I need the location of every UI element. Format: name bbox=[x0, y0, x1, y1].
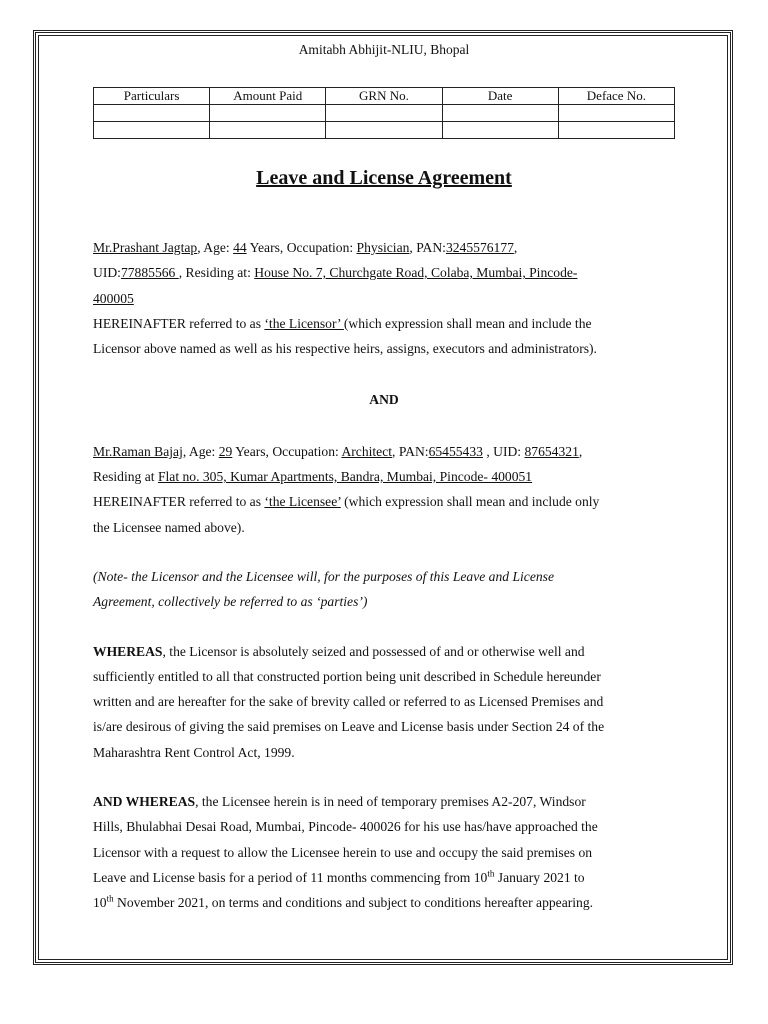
table-header-row bbox=[94, 88, 675, 105]
body-text: (which expression shall mean and include the bbox=[343, 315, 592, 331]
table-cell bbox=[442, 122, 558, 139]
table-cell bbox=[558, 105, 674, 122]
table-cell bbox=[442, 105, 558, 122]
body-text: the Licensee named above). bbox=[93, 519, 245, 535]
and-whereas-heading: AND WHEREAS bbox=[93, 794, 196, 810]
label-text: , PAN: bbox=[409, 240, 446, 255]
column-header: Amount Paid bbox=[210, 88, 326, 105]
licensor-occupation: Physician bbox=[356, 240, 410, 255]
and-separator: AND bbox=[369, 392, 399, 408]
body-text: Leave and License basis for a period of 11 months commencing from 10 bbox=[93, 869, 488, 885]
body-text: Licensor above named as well as his respective heirs, assigns, executors and administrators). bbox=[93, 341, 597, 357]
whereas-heading: WHEREAS bbox=[93, 643, 163, 659]
table-cell bbox=[326, 105, 442, 122]
licensee-role: ‘the Licensee’ bbox=[264, 494, 341, 510]
licensor-uid: 77885566 bbox=[120, 265, 179, 281]
label-text: , Residing at: bbox=[178, 265, 255, 281]
body-text: Maharashtra Rent Control Act, 1999. bbox=[93, 744, 295, 760]
body-text: sufficiently entitled to all that constructed portion being unit described in Schedule hereunder bbox=[93, 668, 601, 684]
licensee-pan: 65455433 bbox=[428, 443, 483, 459]
label-text: , UID: bbox=[482, 443, 525, 459]
table-row bbox=[94, 122, 675, 139]
body-text: HEREINAFTER referred to as bbox=[93, 315, 265, 331]
label-text: Residing at bbox=[93, 469, 158, 485]
body-text: Licensor with a request to allow the Licensee herein to use and occupy the said premises on bbox=[93, 844, 593, 860]
table-cell bbox=[558, 122, 674, 139]
body-text: January 2021 to bbox=[494, 869, 585, 885]
licensee-occupation: Architect bbox=[341, 443, 393, 459]
column-header: Date bbox=[442, 88, 558, 105]
body-text: (which expression shall mean and include only bbox=[340, 494, 600, 510]
label-text: , Age: bbox=[197, 240, 234, 255]
and-whereas-paragraph bbox=[93, 789, 675, 915]
licensor-pincode: 400005 bbox=[93, 290, 134, 306]
note-line: Agreement, collectively be referred to as ‘parties’) bbox=[93, 594, 368, 610]
licensee-uid: 87654321 bbox=[524, 443, 579, 459]
body-text: written and are hereafter for the sake of brevity called or referred to as Licensed Premises and bbox=[93, 694, 604, 710]
label-text: , PAN: bbox=[392, 443, 429, 459]
body-text: , the Licensee herein is in need of temporary premises A2-207, Windsor bbox=[195, 794, 586, 810]
licensor-name: Mr.Prashant Jagtap bbox=[93, 240, 198, 255]
column-header: Particulars bbox=[94, 88, 210, 105]
table-cell bbox=[94, 105, 210, 122]
ordinal-suffix: th bbox=[106, 893, 114, 904]
table-row bbox=[94, 105, 675, 122]
document-body bbox=[93, 42, 675, 916]
licensor-address: House No. 7, Churchgate Road, Colaba, Mumbai, Pincode- bbox=[254, 265, 578, 281]
body-text: 10 bbox=[93, 895, 107, 911]
stamp-fee-table bbox=[93, 87, 675, 139]
column-header: GRN No. bbox=[326, 88, 442, 105]
label-text: , bbox=[578, 443, 583, 459]
licensor-age: 44 bbox=[233, 240, 247, 255]
licensor-pan: 3245576177 bbox=[445, 240, 514, 255]
licensee-name: Mr.Raman Bajaj bbox=[93, 443, 183, 459]
whereas-paragraph bbox=[93, 639, 675, 765]
licensee-age: 29 bbox=[218, 443, 233, 459]
label-text: , bbox=[513, 240, 518, 255]
licensee-paragraph bbox=[93, 439, 675, 540]
document-title: Leave and License Agreement bbox=[256, 167, 512, 189]
label-text: Years, Occupation: bbox=[232, 443, 342, 459]
document-header: Amitabh Abhijit-NLIU, Bhopal bbox=[298, 42, 470, 57]
note-line: (Note- the Licensor and the Licensee will, for the purposes of this Leave and License bbox=[93, 568, 554, 584]
note-paragraph bbox=[93, 564, 675, 615]
table-cell bbox=[94, 122, 210, 139]
licensee-address: Flat no. 305, Kumar Apartments, Bandra, Mumbai, Pincode- 400051 bbox=[157, 469, 533, 485]
body-text: Hills, Bhulabhai Desai Road, Mumbai, Pincode- 400026 for his use has/have approached the bbox=[93, 819, 598, 835]
licensor-paragraph bbox=[93, 235, 675, 361]
body-text: HEREINAFTER referred to as bbox=[93, 494, 265, 510]
table-cell bbox=[210, 122, 326, 139]
table-cell bbox=[326, 122, 442, 139]
body-text: , the Licensor is absolutely seized and possessed of and or otherwise well and bbox=[162, 643, 585, 659]
label-text: Years, Occupation: bbox=[246, 240, 357, 255]
body-text: is/are desirous of giving the said premises on Leave and License basis under Section 24 of the bbox=[93, 719, 605, 735]
label-text: , Age: bbox=[182, 443, 219, 459]
column-header: Deface No. bbox=[558, 88, 674, 105]
table-cell bbox=[210, 105, 326, 122]
body-text: November 2021, on terms and conditions and subject to conditions hereafter appearing. bbox=[113, 895, 594, 911]
ordinal-suffix: th bbox=[487, 868, 495, 879]
label-text: UID: bbox=[93, 265, 121, 281]
licensor-role: ‘the Licensor’ bbox=[264, 315, 344, 331]
